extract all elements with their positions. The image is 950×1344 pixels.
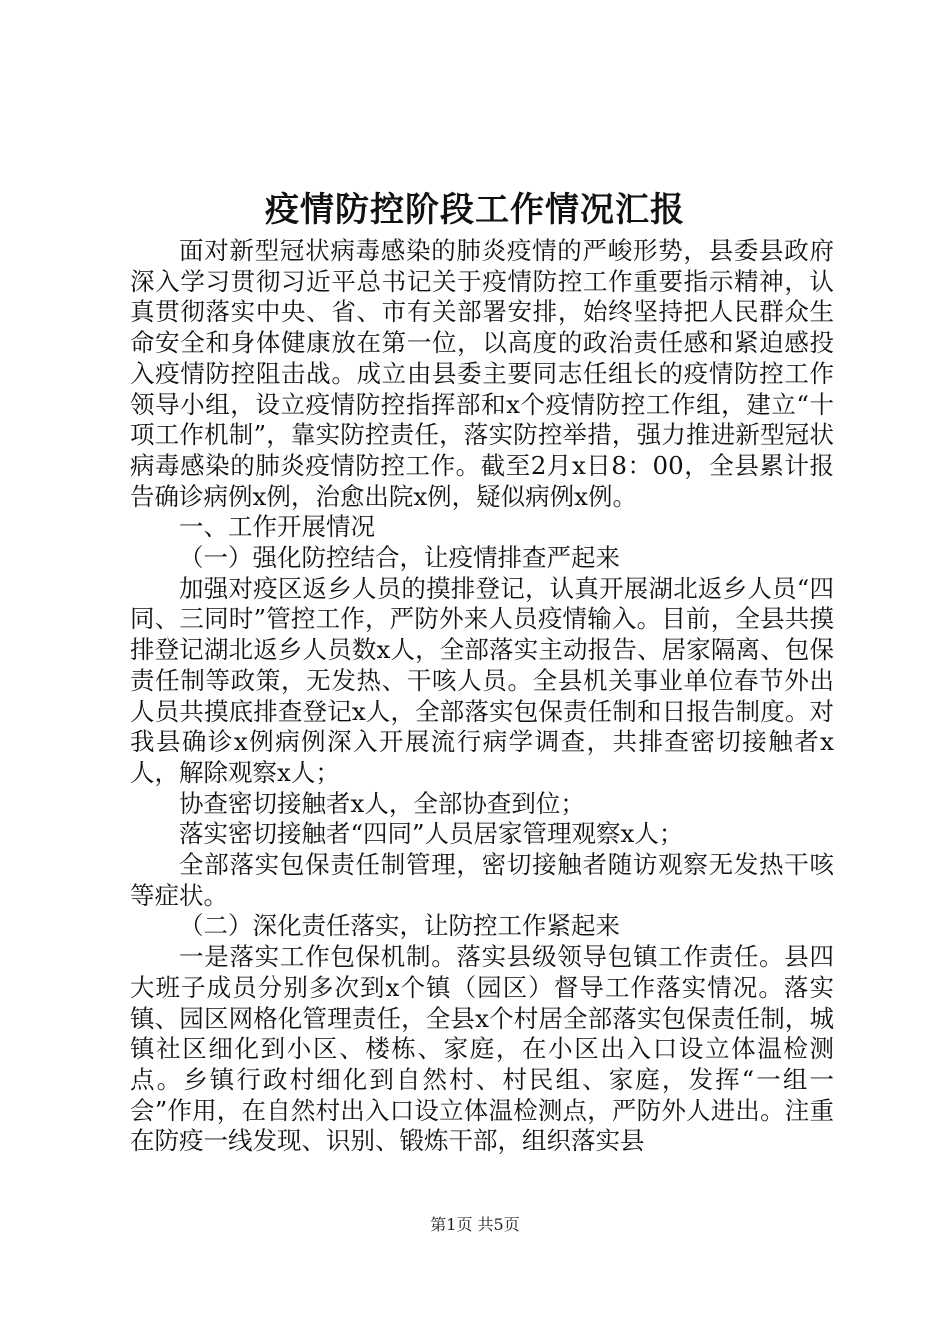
- subsection-heading: （二）深化责任落实，让防控工作紧起来: [179, 911, 620, 941]
- paragraph: 协查密切接触者x人，全部协查到位；: [179, 788, 585, 818]
- document-title: 疫情防控阶段工作情况汇报: [265, 190, 685, 230]
- paragraph-intro: 面对新型冠状病毒感染的肺炎疫情的严峻形势，县委县政府深入学习贯彻习近平总书记关于疫情防控工作重要指示精神，认真贯彻落实中央、省、市有关部署安排，始终坚持把人民群众生命安全和身体健康放在第一位，以高度的政治责任感和紧迫感投入疫情防控阻击战。成立由县委主要同志任组长的疫情防控工作领导小组，设立疫情防控指挥部和x个疫情防控工作组，建立“十项工作机制”，靠实防控责任，落实防控举措，强力推进新型冠状病毒感染的肺炎疫情防控工作。截至2月x日8：00，全县累计报告确诊病例x例，治愈出院x例，疑似病例x例。: [130, 236, 834, 511]
- paragraph: 落实密切接触者“四同”人员居家管理观察x人；: [179, 819, 684, 849]
- subsection-heading: （一）强化防控结合，让疫情排查严起来: [179, 543, 620, 573]
- document-body: [130, 236, 834, 1157]
- paragraph: 加强对疫区返乡人员的摸排登记，认真开展湖北返乡人员“四同、三同时”管控工作，严防外来人员疫情输入。目前，全县共摸排登记湖北返乡人员数x人，全部落实主动报告、居家隔离、包保责任制等政策，无发热、干咳人员。全县机关事业单位春节外出人员共摸底排查登记x人，全部落实包保责任制和日报告制度。对我县确诊x例病例深入开展流行病学调查，共排查密切接触者x人，解除观察x人；: [130, 573, 834, 787]
- section-heading: 一、工作开展情况: [179, 512, 375, 542]
- page-footer: 第1页 共5页: [430, 1215, 520, 1234]
- paragraph: 全部落实包保责任制管理，密切接触者随访观察无发热干咳等症状。: [130, 850, 834, 910]
- paragraph: 一是落实工作包保机制。落实县级领导包镇工作责任。县四大班子成员分别多次到x个镇（园区）督导工作落实情况。落实镇、园区网格化管理责任，全县x个村居全部落实包保责任制，城镇社区细化到小区、楼栋、家庭，在小区出入口设立体温检测点。乡镇行政村细化到自然村、村民组、家庭，发挥“一组一会”作用，在自然村出入口设立体温检测点，严防外人进出。注重在防疫一线发现、识别、锻炼干部，组织落实县: [130, 942, 834, 1156]
